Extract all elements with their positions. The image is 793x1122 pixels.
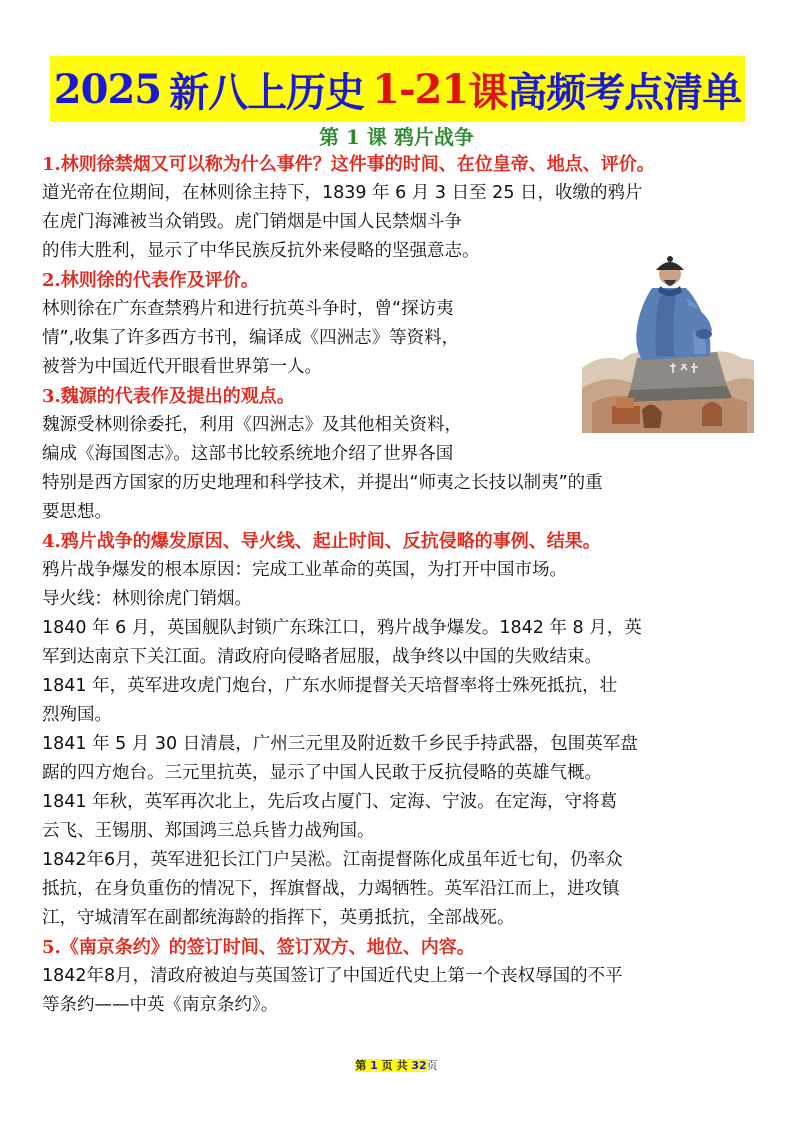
title-year: 2025 xyxy=(53,65,162,113)
text-line: 的伟大胜利，显示了中华民族反抗外来侵略的坚强意志。 xyxy=(42,241,480,261)
text-line: 编成《海国图志》。这部书比较系统地介绍了世界各国 xyxy=(42,444,454,464)
page-footer xyxy=(0,1057,793,1073)
text-line: 1841 年，英军进攻虎门炮台，广东水师提督关天培督率将士殊死抵抗，壮 xyxy=(42,676,618,696)
text-line: 云飞、王锡朋、郑国鸿三总兵皆力战殉国。 xyxy=(42,821,375,841)
title-lesson-word: 课 xyxy=(468,68,508,116)
text-line: 魏源受林则徐委托，利用《四洲志》及其他相关资料， xyxy=(42,415,462,435)
section-heading: 3.魏源的代表作及提出的观点。 xyxy=(42,386,295,407)
text-line: 在虎门海滩被当众销毁。虎门销烟是中国人民禁烟斗争 xyxy=(42,212,462,232)
text-line: 林则徐在广东查禁鸦片和进行抗英斗争时，曾“探访夷 xyxy=(42,299,454,319)
title-checklist: 高频考点清单 xyxy=(507,68,742,116)
text-line: 特别是西方国家的历史地理和科学技术，并提出“师夷之长技以制夷”的重 xyxy=(42,473,603,493)
text-line: 情”,收集了许多西方书刊，编译成《四洲志》等资料， xyxy=(42,328,460,348)
section-heading: 2.林则徐的代表作及评价。 xyxy=(42,270,259,291)
text-line: 1841 年 5 月 30 日清晨，广州三元里及附近数千乡民手持武器，包围英军盘 xyxy=(42,734,638,754)
text-line: 1842年8月，清政府被迫与英国签订了中国近代史上第一个丧权辱国的不平 xyxy=(42,966,623,986)
lin-zexu-statue-illustration xyxy=(582,248,754,433)
text-line: 抵抗，在身负重伤的情况下，挥旗督战，力竭牺牲。英军沿江而上，进攻镇 xyxy=(42,879,620,899)
text-line: 江，守城清军在副都统海龄的指挥下，英勇抵抗，全部战死。 xyxy=(42,908,515,928)
page-title xyxy=(50,56,745,122)
title-range: 1-21 xyxy=(372,65,469,113)
text-line: 等条约——中英《南京条约》。 xyxy=(42,995,279,1015)
text-line: 道光帝在位期间，在林则徐主持下，1839 年 6 月 3 日至 25 日，收缴的鸦片 xyxy=(42,183,643,203)
footer-suffix: 页 xyxy=(426,1059,438,1072)
text-line: 烈殉国。 xyxy=(42,705,112,725)
section-heading: 5.《南京条约》的签订时间、签订双方、地位、内容。 xyxy=(42,937,475,958)
section-heading: 1.林则徐禁烟又可以称为什么事件？这件事的时间、在位皇帝、地点、评价。 xyxy=(42,154,655,175)
footer-middle: 页 共 xyxy=(381,1059,408,1072)
footer-prefix: 第 xyxy=(355,1059,367,1072)
text-line: 要思想。 xyxy=(42,502,112,522)
text-line: 军到达南京下关江面。清政府向侵略者屈服，战争终以中国的失败结束。 xyxy=(42,647,602,667)
text-line: 踞的四方炮台。三元里抗英，显示了中国人民敢于反抗侵略的英雄气概。 xyxy=(42,763,602,783)
text-line: 导火线：林则徐虎门销烟。 xyxy=(42,589,252,609)
text-line: 1840 年 6 月，英国舰队封锁广东珠江口，鸦片战争爆发。1842 年 8 月，英 xyxy=(42,618,642,638)
text-line: 1841 年秋，英军再次北上，先后攻占厦门、定海、宁波。在定海，守将葛 xyxy=(42,792,618,812)
text-line: 被誉为中国近代开眼看世界第一人。 xyxy=(42,357,322,377)
total-pages: 32 xyxy=(411,1059,427,1072)
lesson-title: 第 1 课 鸦片战争 xyxy=(319,125,474,149)
text-line: 1842年6月，英军进犯长江门户吴淞。江南提督陈化成虽年近七旬，仍率众 xyxy=(42,850,623,870)
text-line: 鸦片战争爆发的根本原因：完成工业革命的英国，为打开中国市场。 xyxy=(42,560,567,580)
section-heading: 4.鸦片战争的爆发原因、导火线、起止时间、反抗侵略的事例、结果。 xyxy=(42,531,601,552)
current-page-number: 1 xyxy=(370,1059,378,1072)
title-course: 新八上历史 xyxy=(169,68,365,116)
